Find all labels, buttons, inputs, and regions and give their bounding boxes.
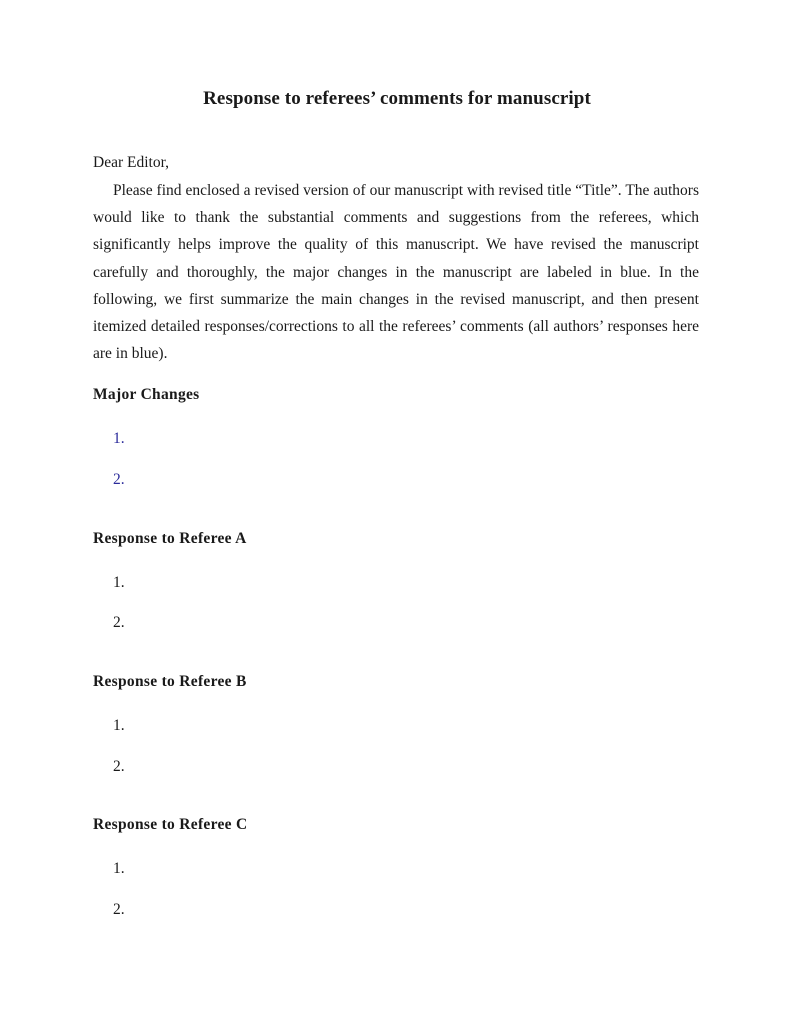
section-heading-major-changes: Major Changes <box>93 386 200 403</box>
section-heading-referee-a: Response to Referee A <box>93 530 247 547</box>
list-item-referee-c-2: 2. <box>113 901 125 918</box>
section-heading-referee-c: Response to Referee C <box>93 816 248 833</box>
section-heading-referee-b: Response to Referee B <box>93 673 247 690</box>
list-item-major-change-1: 1. <box>113 430 125 447</box>
intro-paragraph: Please find enclosed a revised version of our manuscript with revised title “Title”. The authors would like to thank the substantial comments and suggestions from the referees, which significantly helps improve the quality of this manuscript. We have revised the manuscript carefully and thoroughly, the major changes in the manuscript are labeled in blue. In the following, we first summarize the main changes in the revised manuscript, and then present itemized detailed responses/corrections to all the referees’ comments (all authors’ responses here are in blue). <box>93 182 699 363</box>
list-item-referee-b-1: 1. <box>113 717 125 734</box>
list-item-referee-a-2: 2. <box>113 614 125 631</box>
list-item-referee-c-1: 1. <box>113 860 125 877</box>
list-item-referee-a-1: 1. <box>113 574 125 591</box>
salutation: Dear Editor, <box>93 154 169 171</box>
document-title: Response to referees’ comments for manuscript <box>203 88 591 109</box>
list-item-major-change-2: 2. <box>113 471 125 488</box>
list-item-referee-b-2: 2. <box>113 758 125 775</box>
